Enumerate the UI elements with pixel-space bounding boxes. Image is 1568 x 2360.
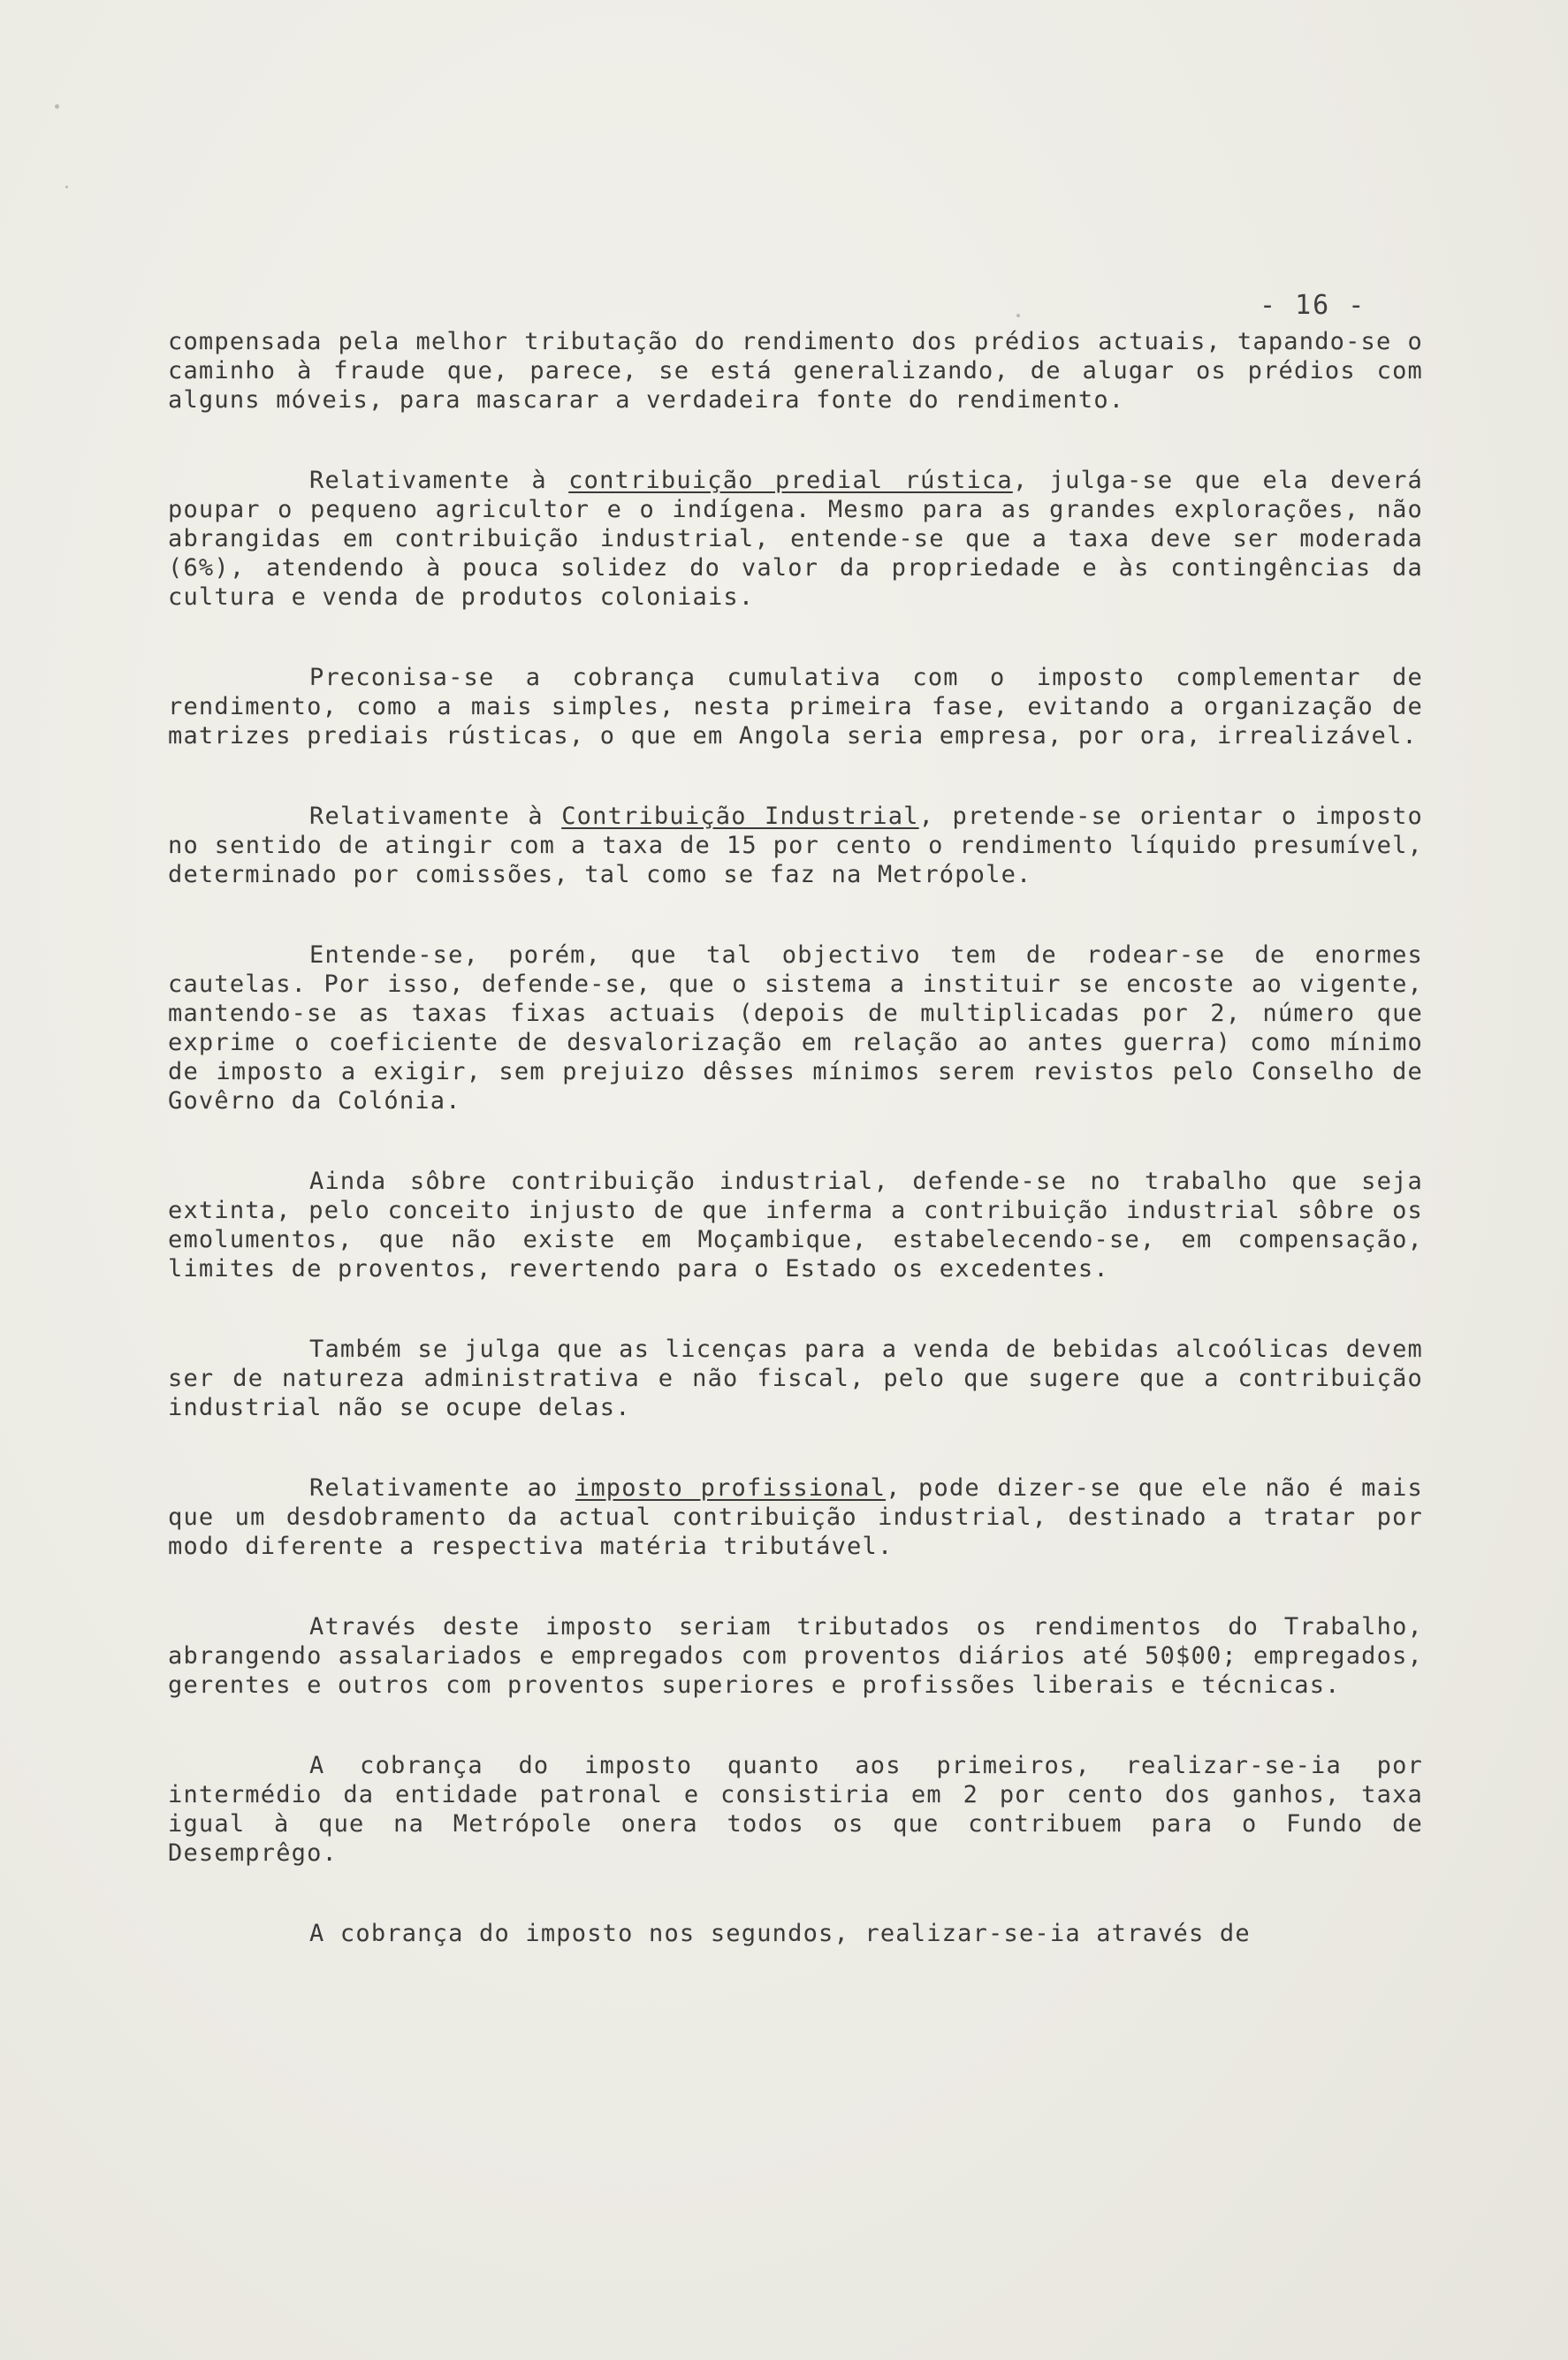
paragraph-text: Relativamente à bbox=[309, 467, 569, 494]
paper-speck bbox=[1016, 314, 1020, 317]
paragraph bbox=[168, 1919, 1423, 1948]
underlined-term: contribuição predial rústica bbox=[568, 467, 1013, 494]
paragraph-text: , julga-se que ela deverá poupar o pequeno agricultor e o indígena. Mesmo para as grandes explorações, não abrangidas em contribuição industrial, entende-se que a taxa deve ser moderada (6%), atendendo à pouca solidez do valor da propriedade e às contingências da cultura e venda de produtos coloniais. bbox=[168, 467, 1423, 611]
paragraph bbox=[168, 466, 1423, 612]
paragraph bbox=[168, 1612, 1423, 1700]
paragraph bbox=[168, 327, 1423, 415]
paragraph-text: compensada pela melhor tributação do rendimento dos prédios actuais, tapando-se o caminho à fraude que, parece, se está generalizando, de alugar os prédios com alguns móveis, para mascarar a verdadeira fonte do rendimento. bbox=[168, 328, 1423, 414]
page-number: - 16 - bbox=[1260, 290, 1366, 321]
paragraph bbox=[168, 940, 1423, 1115]
paragraph-text: , pode dizer-se que ele não é mais que um desdobramento da actual contribuição industrial, destinado a tratar por modo diferente a respectiva matéria tributável. bbox=[168, 1474, 1424, 1560]
paragraph bbox=[168, 802, 1423, 889]
paragraph-text: Preconisa-se a cobrança cumulativa com o imposto complementar de rendimento, como a mais simples, nesta primeira fase, evitando a organização de matrizes prediais rústicas, o que em Angola seria empresa, por ora, irrealizável. bbox=[168, 664, 1423, 750]
paper-speck bbox=[65, 186, 68, 188]
paragraph-text: A cobrança do imposto quanto aos primeiros, realizar-se-ia por intermédio da entidade patronal e consistiria em 2 por cento dos ganhos, taxa igual à que na Metrópole onera todos os que contribuem para o Fundo de Desemprêgo. bbox=[168, 1752, 1423, 1867]
paragraph bbox=[168, 1167, 1423, 1283]
paragraph bbox=[168, 663, 1423, 750]
body-text bbox=[168, 327, 1423, 1999]
paragraph bbox=[168, 1335, 1423, 1422]
paragraph bbox=[168, 1751, 1423, 1868]
paper-speck bbox=[55, 104, 59, 109]
underlined-term: imposto profissional bbox=[575, 1474, 887, 1502]
paragraph bbox=[168, 1473, 1423, 1561]
paragraph-text: A cobrança do imposto nos segundos, realizar-se-ia através de bbox=[309, 1920, 1251, 1947]
paragraph-text: Relativamente ao bbox=[309, 1474, 575, 1502]
paragraph-text: Através deste imposto seriam tributados os rendimentos do Trabalho, abrangendo assalariados e empregados com proventos diários até 50$00; empregados, gerentes e outros com proventos superiores e profissões liberais e técnicas. bbox=[168, 1613, 1423, 1699]
paragraph-text: Também se julga que as licenças para a venda de bebidas alcoólicas devem ser de natureza administrativa e não fiscal, pelo que sugere que a contribuição industrial não se ocupe delas. bbox=[168, 1336, 1423, 1421]
paragraph-text: Ainda sôbre contribuição industrial, defende-se no trabalho que seja extinta, pelo conceito injusto de que inferma a contribuição industrial sôbre os emolumentos, que não existe em Moçambique, estabelecendo-se, em compensação, limites de proventos, revertendo para o Estado os excedentes. bbox=[168, 1168, 1423, 1283]
paragraph-text: , pretende-se orientar o imposto no sentido de atingir com a taxa de 15 por cento o rendimento líquido presumível, determinado por comissões, tal como se faz na Metrópole. bbox=[168, 803, 1423, 888]
underlined-term: Contribuição Industrial bbox=[561, 803, 919, 830]
paragraph-text: Relativamente à bbox=[309, 803, 562, 830]
paragraph-text: Entende-se, porém, que tal objectivo tem de rodear-se de enormes cautelas. Por isso, defende-se, que o sistema a instituir se encoste ao vigente, mantendo-se as taxas fixas actuais (depois de multiplicadas por 2, número que exprime o coeficiente de desvalorização em relação ao antes guerra) como mínimo de imposto a exigir, sem prejuizo dêsses mínimos serem revistos pelo Conselho de Govêrno da Colónia. bbox=[168, 941, 1423, 1115]
